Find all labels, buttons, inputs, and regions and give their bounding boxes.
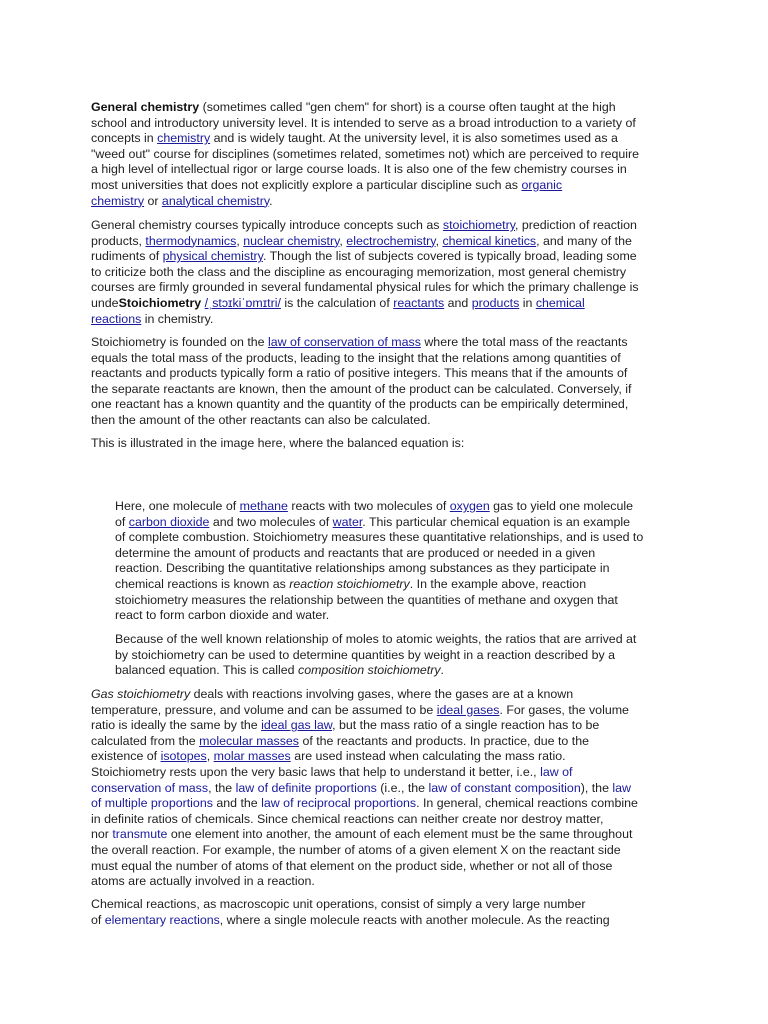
wiki-link[interactable]: carbon dioxide: [128, 514, 210, 529]
text-run: the overall reaction. For example, the number of atoms of a given element X on the reactant side: [91, 842, 621, 857]
wiki-link[interactable]: ideal gas law: [261, 718, 333, 733]
text-line: [91, 703, 691, 719]
text-line: [91, 249, 691, 265]
text-run: Stoichiometry is founded on the: [91, 335, 269, 349]
text-run: General chemistry courses typically introduce concepts such as: [91, 218, 443, 232]
text-run: in: [519, 295, 536, 310]
text-line: [91, 234, 691, 250]
text-run: "weed out" course for disciplines (sometimes related, sometimes not) which are perceived to require: [91, 146, 640, 161]
wiki-link[interactable]: chemistry: [157, 131, 211, 146]
text-line: [91, 796, 691, 812]
paragraph-conservation-of-mass: [91, 335, 691, 429]
text-line: [91, 147, 691, 163]
text-run: or: [144, 193, 162, 208]
text-run: (i.e., the: [376, 780, 429, 795]
text-run: nor: [91, 827, 113, 842]
text-line: [91, 116, 691, 132]
text-line: [91, 897, 691, 913]
wiki-link[interactable]: reactants: [393, 295, 445, 310]
text-run: in definite ratios of chemicals. Since chemical reactions can neither create nor destroy matter,: [91, 811, 604, 826]
text-line: [91, 843, 691, 859]
text-run: most universities that does not explicitly explore a particular discipline such as: [91, 177, 522, 192]
text-run: a high level of intellectual rigor or large course loads. It is also one of the few chemistry courses in: [91, 162, 627, 177]
text-run: then the amount of the other reactants can also be calculated.: [91, 412, 431, 427]
wiki-link[interactable]: analytical chemistry: [161, 193, 270, 208]
quote-methane-combustion: [115, 499, 695, 624]
text-run: Because of the well known relationship of moles to atomic weights, the ratios that are arrived at: [115, 632, 637, 646]
text-run: and the: [212, 796, 262, 811]
text-line: [91, 265, 691, 281]
wiki-link[interactable]: chemical: [535, 295, 585, 310]
text-run: school and introductory university level. It is intended to serve as a broad introduction to a variety of: [91, 115, 636, 130]
text-run: unde: [91, 295, 119, 310]
text-run: , prediction of reaction: [515, 218, 637, 232]
text-run: ,: [339, 233, 347, 248]
text-run: .: [269, 193, 273, 208]
wiki-link[interactable]: water: [332, 514, 363, 529]
text-run: and is widely taught. At the university level, it is also sometimes used as a: [210, 131, 618, 146]
text-run: ,: [236, 233, 244, 248]
wiki-link[interactable]: molecular masses: [199, 733, 299, 748]
text-line: [115, 530, 695, 546]
wiki-link[interactable]: law: [612, 780, 631, 795]
text-run: equals the total mass of the products, leading to the insight that the relations among quantities of: [91, 350, 621, 365]
text-run: and two molecules of: [209, 514, 333, 529]
text-run: courses are firmly grounded in several fundamental physical rules for which the primary challenge is: [91, 280, 639, 295]
wiki-link[interactable]: law of reciprocal proportions: [261, 796, 417, 811]
text-run: to criticize both the class and the discipline as encouraging memorization, most general chemistry: [91, 264, 627, 279]
text-run: reacts with two molecules of: [287, 499, 450, 513]
text-run: ratio is ideally the same by the: [91, 718, 262, 733]
text-run: , but the mass ratio of a single reaction has to be: [332, 718, 600, 733]
text-line: [91, 280, 691, 296]
wiki-link[interactable]: elementary reactions: [104, 912, 220, 927]
wiki-link[interactable]: molar masses: [213, 749, 291, 764]
wiki-link[interactable]: conservation of mass: [91, 780, 209, 795]
bold-term: General chemistry: [91, 100, 200, 114]
wiki-link[interactable]: chemistry: [91, 193, 145, 208]
text-line: [91, 734, 691, 750]
text-run: concepts in: [91, 131, 158, 146]
text-run: . This particular chemical equation is an example: [362, 514, 630, 529]
text-run: of the reactants and products. In practice, due to the: [299, 733, 589, 748]
text-run: , the: [208, 780, 236, 795]
text-run: , and many of the: [536, 233, 632, 248]
text-run: . Though the list of subjects covered is typically broad, leading some: [262, 249, 637, 264]
text-run: .: [440, 663, 444, 678]
text-run: . In general, chemical reactions combine: [416, 796, 638, 811]
text-run: one element into another, the amount of each element must be the same throughout: [167, 827, 633, 842]
text-line: [115, 499, 695, 515]
text-run: in chemistry.: [141, 311, 214, 326]
text-line: [115, 608, 695, 624]
text-run: gas to yield one molecule: [489, 499, 633, 513]
text-run: ), the: [580, 780, 613, 795]
text-line: [91, 100, 691, 116]
text-line: [91, 827, 691, 843]
text-run: of: [91, 912, 105, 927]
text-run: temperature, pressure, and volume and can be assumed to be: [91, 702, 437, 717]
wiki-link[interactable]: physical chemistry: [162, 249, 263, 264]
paragraph-course-concepts: [91, 218, 691, 327]
text-run: one reactant has a known quantity and the quantity of the products can be empirically determined,: [91, 397, 629, 412]
wiki-link[interactable]: /ˌstɔɪkiˈɒmɪtri/: [204, 295, 281, 310]
text-line: [115, 561, 695, 577]
wiki-link[interactable]: chemical kinetics: [442, 233, 537, 248]
text-line: [91, 366, 691, 382]
wiki-link[interactable]: ideal gases: [436, 702, 500, 717]
wiki-link[interactable]: organic: [521, 177, 563, 192]
text-line: [115, 663, 695, 679]
text-run: deals with reactions involving gases, where the gases are at a known: [190, 687, 574, 701]
paragraph-balanced-equation-intro: [91, 436, 691, 452]
text-run: react to form carbon dioxide and water.: [115, 608, 330, 623]
wiki-link[interactable]: stoichiometry: [442, 218, 515, 232]
text-run: stoichiometry measures the relationship between the quantities of methane and oxygen that: [115, 592, 618, 607]
text-line: [115, 593, 695, 609]
text-line: [91, 296, 691, 312]
text-run: Chemical reactions, as macroscopic unit operations, consist of simply a very large number: [91, 897, 586, 911]
text-run: (sometimes called "gen chem" for short) is a course often taught at the high: [199, 100, 616, 114]
text-run: the separate reactants are known, then the amount of the product can be calculated. Conversely, if: [91, 381, 632, 396]
text-line: [91, 312, 691, 328]
text-run: rudiments of: [91, 249, 163, 264]
text-line: [115, 648, 695, 664]
text-run: . For gases, the volume: [499, 702, 629, 717]
text-run: ,: [435, 233, 443, 248]
text-run: of: [115, 514, 129, 529]
text-line: [91, 859, 691, 875]
text-line: [91, 382, 691, 398]
text-line: [91, 178, 691, 194]
text-line: [91, 413, 691, 429]
text-run: existence of: [91, 749, 161, 764]
text-line: [115, 577, 695, 593]
text-line: [91, 335, 691, 351]
wiki-link[interactable]: reactions: [91, 311, 142, 326]
text-run: of complete combustion. Stoichiometry measures these quantitative relationships, and is used to: [115, 530, 644, 545]
wiki-link[interactable]: transmute: [112, 827, 168, 842]
wiki-link[interactable]: thermodynamics: [145, 233, 237, 248]
wiki-link[interactable]: oxygen: [449, 499, 490, 513]
text-run: is the calculation of: [280, 295, 394, 310]
wiki-link[interactable]: of multiple proportions: [91, 796, 213, 811]
text-line: [115, 546, 695, 562]
text-run: are used instead when calculating the mass ratio.: [290, 749, 566, 764]
text-run: calculated from the: [91, 733, 200, 748]
text-run: products,: [91, 233, 146, 248]
wiki-link[interactable]: electrochemistry: [346, 233, 436, 248]
text-run: by stoichiometry can be used to determine quantities by weight in a reaction described by a: [115, 647, 616, 662]
paragraph-general-chemistry: [91, 100, 691, 209]
text-run: . In the example above, reaction: [409, 576, 587, 591]
text-line: [91, 436, 691, 452]
text-line: [91, 131, 691, 147]
text-run: Here, one molecule of: [115, 499, 240, 513]
text-run: balanced equation. This is called: [115, 663, 298, 678]
text-line: [91, 162, 691, 178]
text-line: [91, 397, 691, 413]
text-line: [91, 812, 691, 828]
italic-term: Gas stoichiometry: [91, 687, 191, 701]
text-line: [91, 781, 691, 797]
text-line: [91, 718, 691, 734]
text-line: [91, 194, 691, 210]
wiki-link[interactable]: isotopes: [160, 749, 207, 764]
text-line: [91, 749, 691, 765]
text-line: [115, 632, 695, 648]
wiki-link[interactable]: methane: [239, 499, 288, 513]
text-run: ,: [206, 749, 214, 764]
wiki-link[interactable]: nuclear chemistry: [243, 233, 340, 248]
text-run: This is illustrated in the image here, where the balanced equation is:: [91, 436, 465, 450]
paragraph-chemical-reactions: [91, 897, 691, 928]
text-run: , where a single molecule reacts with another molecule. As the reacting: [219, 912, 610, 927]
text-run: Stoichiometry rests upon the very basic laws that help to understand it better, i.e.,: [91, 764, 541, 779]
quote-composition-stoichiometry: [115, 632, 695, 679]
wiki-link[interactable]: products: [471, 295, 520, 310]
italic-term: composition stoichiometry: [298, 663, 441, 678]
text-line: [91, 351, 691, 367]
text-run: determine the amount of products and reactants that are produced or needed in a given: [115, 545, 596, 560]
text-line: [91, 765, 691, 781]
wiki-link[interactable]: law of definite proportions: [235, 780, 377, 795]
text-run: atoms are actually involved in a reaction.: [91, 874, 315, 889]
wiki-link[interactable]: law of conservation of mass: [268, 335, 421, 349]
text-line: [91, 218, 691, 234]
text-run: where the total mass of the reactants: [420, 335, 628, 349]
text-run: reaction. Describing the quantitative relationships among substances as they participate in: [115, 561, 610, 576]
text-run: chemical reactions is known as: [115, 576, 290, 591]
paragraph-gas-stoichiometry: [91, 687, 691, 890]
text-run: and: [444, 295, 472, 310]
wiki-link[interactable]: law of: [540, 764, 573, 779]
text-line: [91, 874, 691, 890]
text-line: [115, 515, 695, 531]
bold-term: Stoichiometry: [118, 295, 202, 310]
italic-term: reaction stoichiometry: [289, 576, 410, 591]
text-run: reactants and products typically form a ratio of positive integers. This means that if the amounts of: [91, 366, 628, 381]
text-run: must equal the number of atoms of that element on the product side, whether or not all of those: [91, 858, 613, 873]
wiki-link[interactable]: law of constant composition: [428, 780, 581, 795]
text-line: [91, 687, 691, 703]
text-line: [91, 913, 691, 929]
